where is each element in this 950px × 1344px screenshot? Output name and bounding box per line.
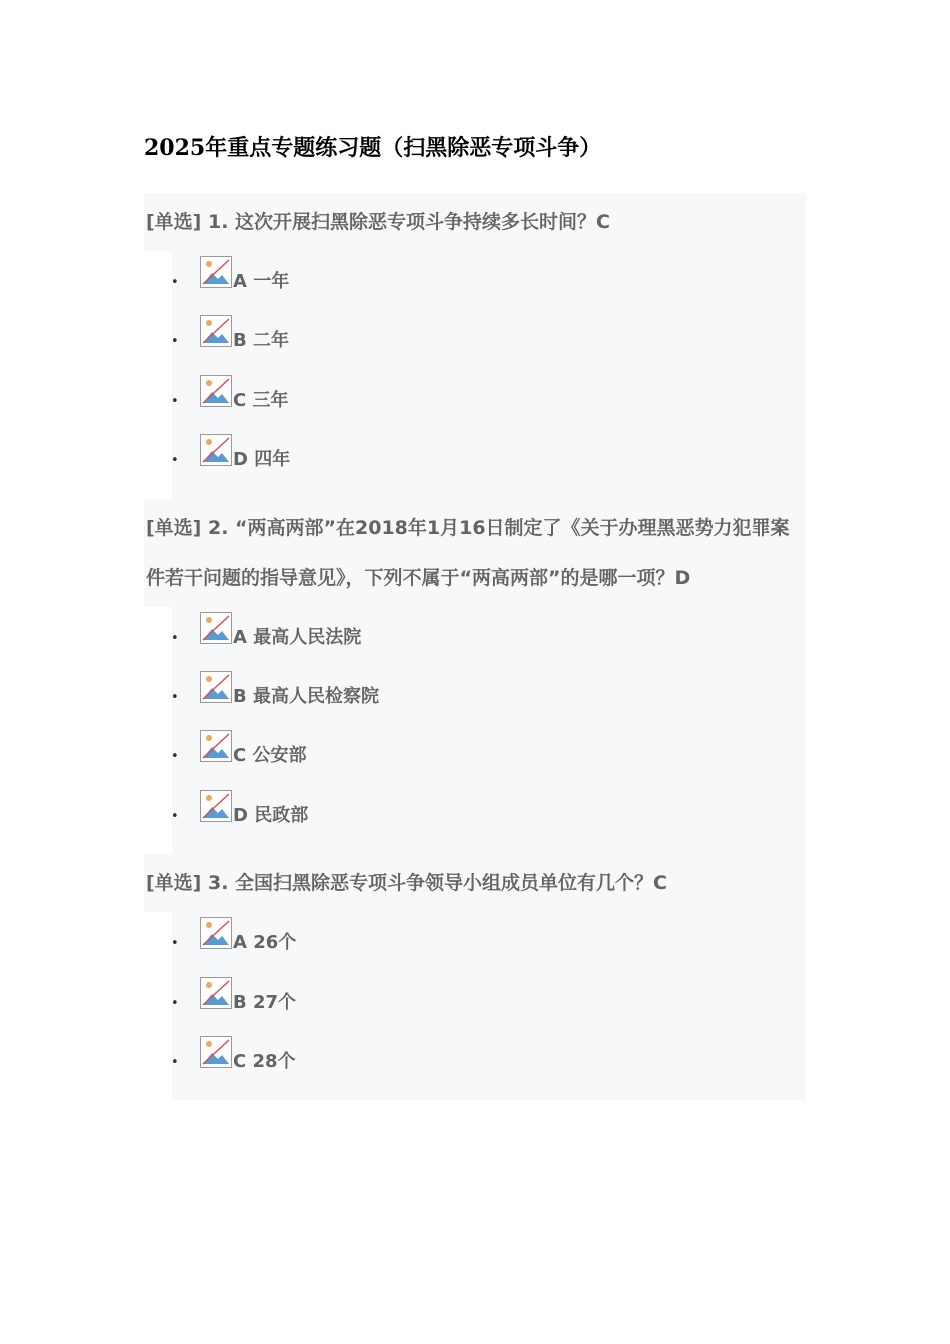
option-label: A 一年 [233,271,290,292]
question-3-text: [单选] 3. 全国扫黑除恶专项斗争领导小组成员单位有几个？C [144,854,806,912]
broken-image-icon [200,256,232,288]
option-label: B 最高人民检察院 [233,685,379,707]
bullet-marker: • [171,936,179,952]
option-label: D 四年 [233,449,291,471]
broken-image-icon [200,790,232,822]
option-label: A 最高人民法院 [233,626,362,648]
bullet-marker: • [171,1054,179,1070]
bullet-marker: • [171,334,179,350]
option-item[interactable] [172,434,806,493]
broken-image-icon [200,977,232,1009]
page-title: 2025年重点专题练习题（扫黑除恶专项斗争） [144,135,602,161]
bullet-marker: • [171,393,179,409]
broken-image-icon [200,612,232,644]
option-label: C 公安部 [233,745,307,767]
bullet-marker: • [171,995,179,1011]
bullet-marker: • [171,689,179,705]
option-item[interactable] [172,671,806,730]
question-1-options [172,251,806,499]
option-item[interactable] [172,917,806,976]
broken-image-icon [200,917,232,949]
broken-image-icon [200,1036,232,1068]
question-3-options [172,912,806,1100]
broken-image-icon [200,434,232,466]
bullet-marker: • [171,275,179,290]
question-2-text: [单选] 2. “两高两部”在2018年1月16日制定了《关于办理黑恶势力犯罪案件若干问题的指导意见》，下列不属于“两高两部”的是哪一项？D [144,499,806,607]
option-item[interactable] [172,256,806,315]
question-2-options [172,607,806,855]
broken-image-icon [200,730,232,762]
option-label: B 27个 [233,991,297,1013]
broken-image-icon [200,375,232,407]
option-label: C 28个 [233,1050,296,1072]
question-1-text: [单选] 1. 这次开展扫黑除恶专项斗争持续多长时间？C [144,193,806,251]
bullet-marker: • [171,749,179,765]
option-label: C 三年 [233,389,289,411]
option-item[interactable] [172,315,806,374]
option-item[interactable] [172,612,806,671]
bullet-marker: • [171,453,179,469]
option-item[interactable] [172,790,806,849]
option-label: D 民政部 [233,804,309,826]
option-item[interactable] [172,977,806,1036]
option-item[interactable] [172,375,806,434]
broken-image-icon [200,315,232,347]
quiz-list [144,193,806,1100]
option-item[interactable] [172,730,806,789]
bullet-marker: • [171,630,179,646]
bullet-marker: • [171,808,179,824]
option-label: B 二年 [233,330,289,352]
option-item[interactable] [172,1036,806,1095]
broken-image-icon [200,671,232,703]
option-label: A 26个 [233,932,297,954]
